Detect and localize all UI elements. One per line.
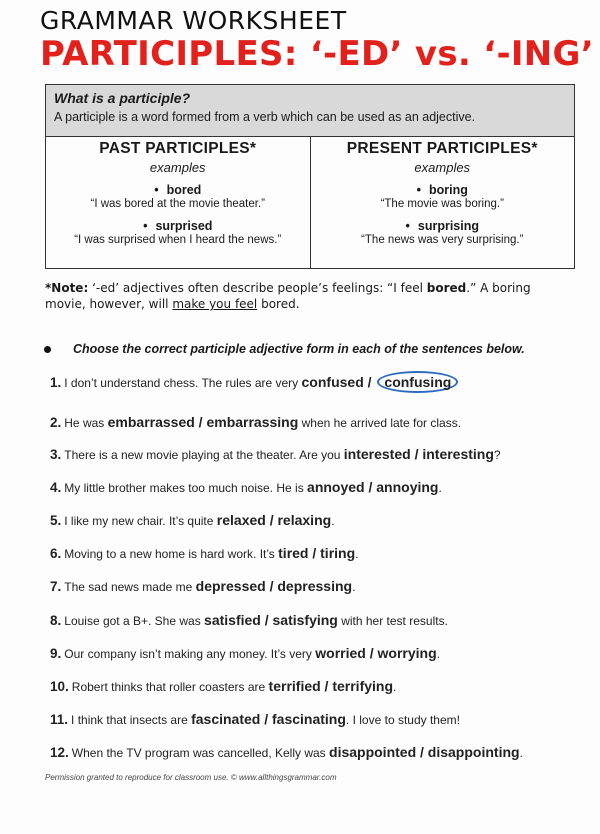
note-bold: bored <box>426 281 467 295</box>
question-text: The sad news made me <box>64 580 196 594</box>
question-text-end: . <box>393 680 397 694</box>
note-underlined: make you feel <box>172 297 258 311</box>
question-text-end: . <box>355 547 359 561</box>
copyright-footer: Permission granted to reproduce for classroom use. © www.allthingsgrammar.com <box>45 773 337 782</box>
question-text-end: with her test results. <box>337 614 448 628</box>
past-sentence-1: “I was bored at the movie theater.” <box>90 198 265 210</box>
question-item <box>50 744 523 760</box>
examples-columns <box>46 137 574 268</box>
question-item <box>50 612 448 628</box>
answer-choices[interactable]: confused / <box>301 374 376 390</box>
question-text-end: . I love to study them! <box>345 713 460 727</box>
question-number: 6. <box>50 546 62 561</box>
question-text-end: . <box>438 481 442 495</box>
answer-choices[interactable]: terrified / terrifying <box>268 678 394 694</box>
answer-choices[interactable]: worried / worrying <box>315 645 437 661</box>
question-number: 11. <box>50 712 69 727</box>
past-sentence-2: “I was surprised when I heard the news.” <box>74 234 282 246</box>
answer-choices[interactable]: relaxed / relaxing <box>216 512 332 528</box>
question-text-end: . <box>436 647 440 661</box>
answer-choices[interactable]: annoyed / annoying <box>307 479 439 495</box>
present-examples-label: examples <box>414 160 471 175</box>
answer-choices[interactable]: tired / tiring <box>278 545 356 561</box>
answer-choices[interactable]: fascinated / fascinating <box>191 711 346 727</box>
answer-choices[interactable]: satisfied / satisfying <box>204 612 338 628</box>
instruction <box>44 342 525 356</box>
question-item <box>50 479 442 495</box>
question-text-end: . <box>519 746 523 760</box>
instruction-text: Choose the correct participle adjective form in each of the sentences below. <box>73 342 525 356</box>
question-number: 10. <box>50 679 69 694</box>
worksheet-title: GRAMMAR WORKSHEET <box>40 6 347 35</box>
past-heading: PAST PARTICIPLES* <box>99 140 257 157</box>
present-word-1: • boring <box>311 183 575 197</box>
question-item <box>50 578 355 594</box>
past-examples-label: examples <box>149 160 206 175</box>
worksheet-subtitle: PARTICIPLES: ‘-ED’ vs. ‘-ING’ <box>40 34 594 74</box>
present-word-2: • surprising <box>311 219 575 233</box>
question-text: My little brother makes too much noise. He is <box>64 481 308 495</box>
question-text: I don’t understand chess. The rules are very <box>64 376 302 390</box>
answer-choices[interactable]: disappointed / disappointing <box>329 744 520 760</box>
past-word-2: • surprised <box>46 219 310 233</box>
question-text: I like my new chair. It’s quite <box>64 514 217 528</box>
definition-question: What is a participle? <box>54 90 191 106</box>
past-participles-column <box>46 137 311 268</box>
present-participles-column <box>311 137 575 268</box>
question-text: Louise got a B+. She was <box>64 614 205 628</box>
question-text: Robert thinks that roller coasters are <box>71 680 269 694</box>
question-number: 3. <box>50 447 62 462</box>
answer-choices[interactable]: embarrassed / embarrassing <box>107 414 299 430</box>
definition-box <box>45 84 575 269</box>
note-label: *Note: <box>45 281 89 295</box>
question-text: Moving to a new home is hard work. It’s <box>64 547 279 561</box>
question-item <box>50 545 358 561</box>
question-number: 4. <box>50 480 62 495</box>
present-sentence-1: “The movie was boring.” <box>380 198 504 210</box>
question-item <box>50 446 501 462</box>
question-number: 12. <box>50 745 69 760</box>
answer-choices[interactable]: interested / interesting <box>343 446 494 462</box>
question-item <box>50 414 461 430</box>
question-number: 7. <box>50 579 62 594</box>
question-item <box>50 374 458 390</box>
question-item <box>50 512 335 528</box>
note-text-2: .” A boring movie, however, will <box>45 281 531 311</box>
note-paragraph <box>45 280 575 312</box>
question-text: I think that insects are <box>71 713 192 727</box>
question-text-end: ? <box>493 448 501 462</box>
question-number: 1. <box>50 375 62 390</box>
answer-choices[interactable]: depressed / depressing <box>195 578 353 594</box>
question-text: There is a new movie playing at the theater. Are you <box>64 448 344 462</box>
present-sentence-2: “The news was very surprising.” <box>361 234 524 246</box>
question-text-end: when he arrived late for class. <box>298 416 462 430</box>
question-item <box>50 711 460 727</box>
question-text-end: . <box>331 514 335 528</box>
present-heading: PRESENT PARTICIPLES* <box>346 140 538 157</box>
question-number: 8. <box>50 613 62 628</box>
bullet-icon <box>44 346 51 353</box>
question-text: He was <box>64 416 108 430</box>
question-number: 9. <box>50 646 62 661</box>
definition-answer: A participle is a word formed from a verb which can be used as an adjective. <box>54 110 476 124</box>
note-text-1: ‘-ed’ adjectives often describe people’s feelings: “I feel <box>88 281 427 295</box>
question-item <box>50 678 396 694</box>
question-number: 5. <box>50 513 62 528</box>
question-item <box>50 645 440 661</box>
past-word-1: • bored <box>46 183 310 197</box>
question-text: Our company isn’t making any money. It’s very <box>64 647 316 661</box>
question-text-end: . <box>352 580 356 594</box>
circled-answer[interactable]: confusing <box>377 371 458 393</box>
question-number: 2. <box>50 415 62 430</box>
definition-section <box>46 85 574 137</box>
note-text-3: bored. <box>257 297 300 311</box>
question-text: When the TV program was cancelled, Kelly was <box>71 746 330 760</box>
